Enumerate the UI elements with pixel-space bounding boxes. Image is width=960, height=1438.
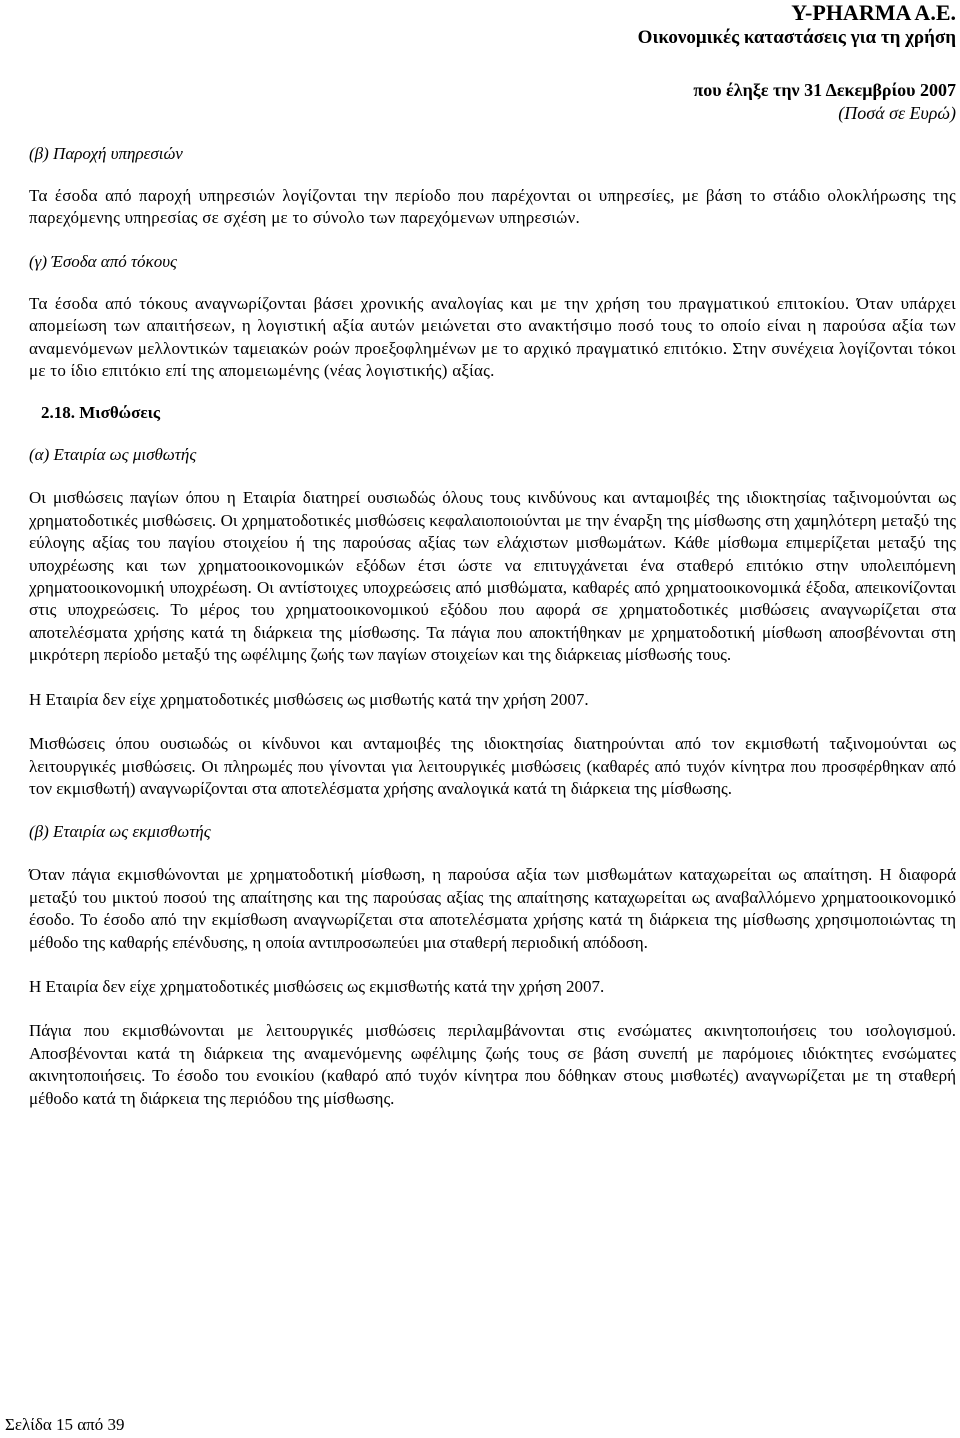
section-heading-lessee: (α) Εταιρία ως μισθωτής bbox=[29, 445, 197, 465]
lessor-paragraph-1: Όταν πάγια εκμισθώνονται με χρηματοδοτική μίσθωση, η παρούσα αξία των μισθωμάτων καταχωρείται ως απαίτηση. Η διαφορά μεταξύ του μικτού ποσού της απαίτησης και της παρούσας αξίας της απαίτησης καταχωρείται ως αναβαλλόμενο χρηματοοικονομικό έσοδο. Το έσοδο από την εκμίσθωση αναγνωρίζεται στα αποτελέσματα χρήσης κατά τη διάρκεια της μίσθωσης χρησιμοποιώντας τη μέθοδο της καθαρής επένδυσης, η οποία αντιπροσωπεύει μια σταθερή περιοδική απόδοση. bbox=[29, 865, 956, 952]
lessee-paragraph-2: Η Εταιρία δεν είχε χρηματοδοτικές μισθώσεις ως μισθωτής κατά την χρήση 2007. bbox=[29, 689, 589, 709]
lessee-paragraph-3: Μισθώσεις όπου ουσιωδώς οι κίνδυνοι και ανταμοιβές της ιδιοκτησίας διατηρούνται από τον εκμισθωτή ταξινομούνται ως λειτουργικές μισθώσεις. Οι πληρωμές που γίνονται για λειτουργικές μισθώσεις (καθαρές από τυχόν κίνητρα που προσφέρθηκαν από τον εκμισθωτή) αναγνωρίζονται στα αποτελέσματα χρήσης αναλογικά κατά τη διάρκεια της μίσθωσης. bbox=[29, 734, 956, 798]
services-paragraph: Τα έσοδα από παροχή υπηρεσιών λογίζονται την περίοδο που παρέχονται οι υπηρεσίες, με βάση το στάδιο ολοκλήρωσης της παρεχόμενης υπηρεσίας σε σχέση με το σύνολο των παρεχόμενων υπηρεσιών. bbox=[29, 186, 956, 228]
section-heading-leases: 2.18. Μισθώσεις bbox=[41, 403, 161, 423]
section-heading-services: (β) Παροχή υπηρεσιών bbox=[29, 144, 183, 163]
section-heading-interest: (γ) Έσοδα από τόκους bbox=[29, 251, 177, 271]
reporting-period: που έληξε την 31 Δεκεμβρίου 2007 bbox=[693, 80, 956, 100]
currency-note: (Ποσά σε Ευρώ) bbox=[838, 103, 956, 123]
lessor-paragraph-3: Πάγια που εκμισθώνονται με λειτουργικές μισθώσεις περιλαμβάνονται στις ενσώματες ακινητοποιήσεις του ισολογισμού. Αποσβένονται κατά τη διάρκεια της αναμενόμενης ωφέλιμης ζωής τους σε βάση συνεπή με παρόμοιες ιδιόκτητες ενσώματες ακινητοποιήσεις. Το έσοδο του ενοικίου (καθαρό από τυχόν κίνητρα που δόθηκαν στους μισθωτές) αναγνωρίζεται με τη σταθερή μέθοδο κατά τη διάρκεια της περιόδου της μίσθωσης. bbox=[29, 1021, 956, 1108]
document-subtitle: Οικονομικές καταστάσεις για τη χρήση bbox=[637, 27, 956, 48]
lessee-paragraph-1: Οι μισθώσεις παγίων όπου η Εταιρία διατηρεί ουσιωδώς όλους τους κινδύνους και ανταμοιβές της ιδιοκτησίας ταξινομούνται ως χρηματοδοτικές μισθώσεις. Οι χρηματοδοτικές μισθώσεις κεφαλαιοποιούνται με την έναρξη της μίσθωσης στη χαμηλότερη μεταξύ της εύλογης αξίας του παγίου στοιχείου ή της παρούσας αξίας των ελάχιστων μισθωμάτων. Κάθε μίσθωμα επιμερίζεται μεταξύ της υποχρέωσης και των χρηματοοικονομικών εξόδων έτσι ώστε να επιτυγχάνεται ένα σταθερό επιτόκιο στην υπολειπόμενη χρηματοοικονομική υποχρέωση. Οι αντίστοιχες υποχρεώσεις από μισθώματα, καθαρές από χρηματοοικονομικά έξοδα, απεικονίζονται στις υποχρεώσεις. Το μέρος του χρηματοοικονομικού εξόδου που αφορά σε χρηματοδοτικές μισθώσεις αναγνωρίζεται στα αποτελέσματα χρήσης κατά τη διάρκεια της μίσθωσης. Τα πάγια που αποκτήθηκαν με χρηματοδοτική μίσθωση αποσβένονται στη μικρότερη περίοδο μεταξύ της ωφέλιμης ζωής των παγίων στοιχείων και της διάρκειας μίσθωσής τους. bbox=[29, 488, 956, 665]
document-header bbox=[29, 0, 956, 124]
lessor-paragraph-2: Η Εταιρία δεν είχε χρηματοδοτικές μισθώσεις ως εκμισθωτής κατά την χρήση 2007. bbox=[29, 976, 605, 996]
page-number: Σελίδα 15 από 39 bbox=[5, 1415, 125, 1434]
company-name: Y-PHARMA A.E. bbox=[791, 0, 956, 25]
section-heading-lessor: (β) Εταιρία ως εκμισθωτής bbox=[29, 822, 211, 842]
interest-paragraph: Τα έσοδα από τόκους αναγνωρίζονται βάσει χρονικής αναλογίας και με την χρήση του πραγματικού επιτοκίου. Όταν υπάρχει απομείωση των απαιτήσεων, η λογιστική αξία αυτών μειώνεται στο ανακτήσιμο ποσό τους το οποίο είναι η παρούσα αξία των αναμενόμενων μελλοντικών ταμειακών ροών προεξοφλημένων με το αρχικό πραγματικό επιτόκιο. Στην συνέχεια λογίζονται τόκοι με το ίδιο επιτόκιο επί της απομειωμένης (νέας λογιστικής) αξίας. bbox=[29, 293, 956, 381]
